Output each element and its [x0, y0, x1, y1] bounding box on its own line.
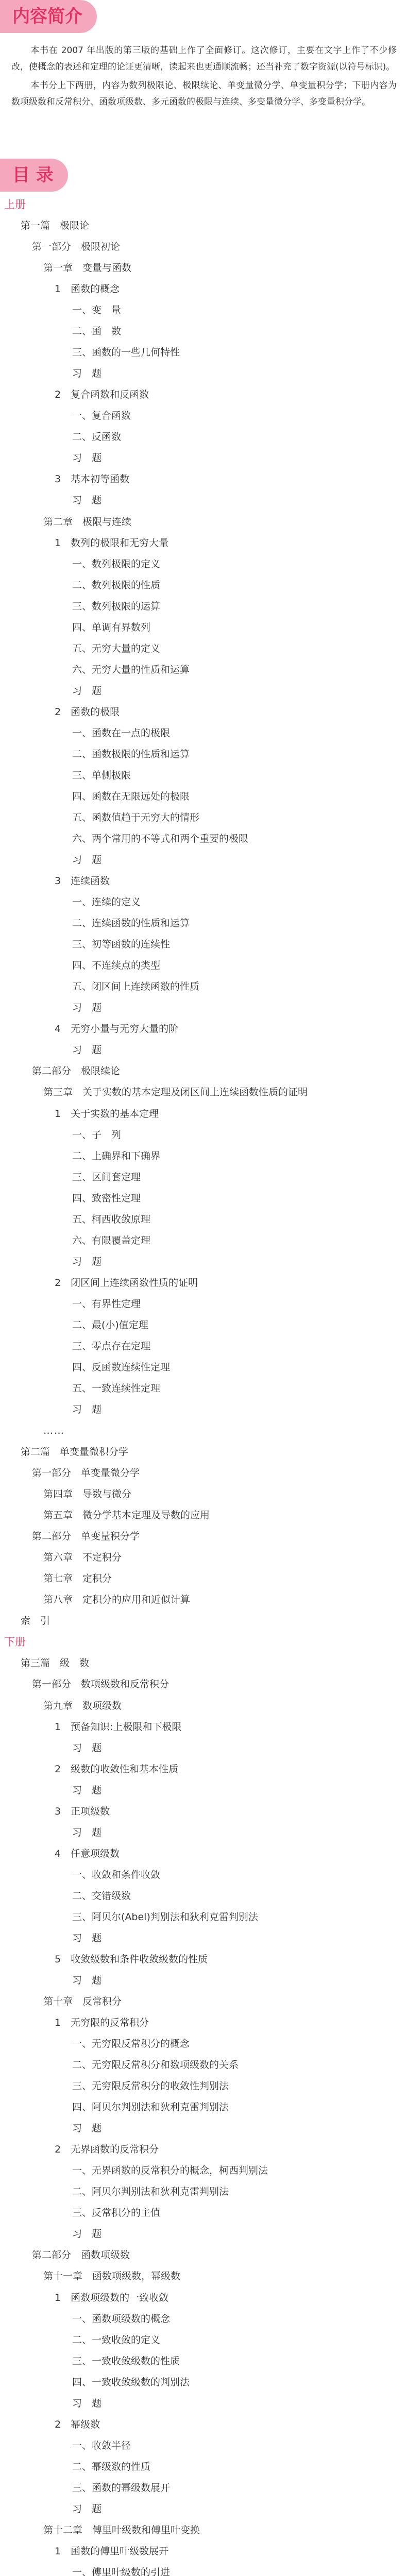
- toc-entry: 2 复合函数和反函数: [55, 389, 149, 400]
- toc-entry: 第十一章 函数项级数，幂级数: [43, 2270, 181, 2282]
- toc-entry: 习 题: [72, 495, 102, 506]
- toc-entry: 五、一致连续性定理: [72, 1383, 161, 1394]
- toc-entry: 三、函数的幂级数展开: [72, 2482, 171, 2494]
- toc-entry: 2 函数的极限: [55, 706, 120, 718]
- toc-entry: 2 幂级数: [55, 2419, 100, 2430]
- toc-entry: 第十章 反常积分: [43, 1996, 122, 2007]
- toc-entry: 四、阿贝尔判别法和狄利克雷判别法: [72, 2102, 229, 2113]
- toc-entry: 二、阿贝尔判别法和狄利克雷判别法: [72, 2186, 229, 2197]
- toc-entry: 五、函数值趋于无穷大的情形: [72, 812, 200, 823]
- toc-entry: 三、初等函数的连续性: [72, 939, 171, 950]
- toc-entry: 一、子 列: [72, 1129, 122, 1141]
- toc-entry: 第十二章 傅里叶级数和傅里叶变换: [43, 2524, 200, 2536]
- toc-entry: 1 无穷限的反常积分: [55, 2017, 149, 2028]
- toc-entry: 二、幂级数的性质: [72, 2461, 151, 2472]
- toc-entry: 第七章 定积分: [43, 1573, 112, 1584]
- toc-entry: 第六章 不定积分: [43, 1552, 122, 1563]
- toc-entry: 三、零点存在定理: [72, 1341, 151, 1352]
- toc-entry: 四、函数在无限远处的极限: [72, 791, 190, 802]
- toc-entry: 一、变 量: [72, 304, 122, 316]
- toc-entry: 习 题: [72, 1256, 102, 1267]
- toc-volume-label: 下册: [4, 1636, 26, 1648]
- toc-entry: 2 闭区间上连续函数性质的证明: [55, 1277, 198, 1289]
- toc-title: 目 录: [0, 159, 68, 192]
- toc-entry: 第一部分 数项级数和反常积分: [32, 1679, 169, 1690]
- toc-entry: 四、一致收敛级数的判别法: [72, 2377, 190, 2388]
- toc-volume-label: 上册: [4, 198, 26, 211]
- toc-entry: 第一章 变量与函数: [43, 262, 132, 274]
- toc-entry: 一、复合函数: [72, 410, 131, 421]
- toc-entry: 二、无穷限反常积分和数项级数的关系: [72, 2059, 239, 2071]
- toc-entry: 习 题: [72, 1002, 102, 1013]
- toc-entry: 习 题: [72, 2228, 102, 2240]
- toc-entry: 1 函数项级数的一致收敛: [55, 2292, 169, 2303]
- toc-entry: 二、交错级数: [72, 1890, 131, 1902]
- toc-entry: 二、一致收敛的定义: [72, 2334, 161, 2346]
- toc-entry: 四、致密性定理: [72, 1193, 141, 1204]
- toc-entry: 第四章 导数与微分: [43, 1488, 132, 1500]
- toc-entry: 五、柯西收敛原理: [72, 1214, 151, 1225]
- toc-entry: 第三章 关于实数的基本定理及闭区间上连续函数性质的证明: [43, 1087, 308, 1098]
- toc-entry: 1 数列的极限和无穷大量: [55, 537, 169, 549]
- toc-entry: 第三篇 级 数: [21, 1657, 90, 1669]
- toc-entry: 习 题: [72, 1975, 102, 1986]
- toc-entry: 三、数列极限的运算: [72, 601, 161, 612]
- toc-entry: 二、连续函数的性质和运算: [72, 918, 190, 929]
- toc-entry: 第一部分 极限初论: [32, 241, 121, 252]
- toc-entry: 索 引: [21, 1615, 50, 1626]
- toc-entry: 1 函数的概念: [55, 283, 120, 295]
- toc-entry: 习 题: [72, 854, 102, 866]
- toc-entry: 第八章 定积分的应用和近似计算: [43, 1594, 191, 1605]
- toc-entry: 5 收敛级数和条件收敛级数的性质: [55, 1954, 208, 1965]
- toc-entry: 六、无穷大量的性质和运算: [72, 664, 190, 675]
- toc-entry: 一、收敛半径: [72, 2440, 131, 2451]
- toc-entry: 一、收敛和条件收敛: [72, 1869, 161, 1880]
- toc-entry: 一、无界函数的反常积分的概念，柯西判别法: [72, 2165, 268, 2176]
- toc-entry: 习 题: [72, 1404, 102, 1415]
- toc-entry: 第二部分 单变量积分学: [32, 1531, 140, 1542]
- toc-entry: 3 基本初等函数: [55, 473, 130, 485]
- toc-entry: 习 题: [72, 1827, 102, 1838]
- toc-entry: 二、反函数: [72, 431, 122, 443]
- toc-entry: 习 题: [72, 1044, 102, 1056]
- toc-entry: 一、数列极限的定义: [72, 558, 161, 570]
- toc-entry: 一、有界性定理: [72, 1298, 141, 1310]
- toc-entry: 第二部分 函数项级数: [32, 2249, 130, 2261]
- toc-entry: 4 无穷小量与无穷大量的阶: [55, 1023, 179, 1035]
- toc-entry: 三、区间套定理: [72, 1172, 141, 1183]
- toc-entry: 习 题: [72, 1785, 102, 1796]
- toc-entry: 三、反常积分的主值: [72, 2207, 161, 2218]
- toc-entry: 三、一致收敛级数的性质: [72, 2355, 180, 2367]
- intro-paragraph-2: 本书分上下两册，内容为数列极限论、极限续论、单变量微分学、单变量积分学；下册内容为数项级数和反常积分、函数项级数、多元函数的极限与连续、多变量微分学、多变量积分学。: [11, 80, 397, 107]
- toc-entry: 习 题: [72, 1933, 102, 1944]
- toc-entry: 第九章 数项级数: [43, 1700, 122, 1711]
- intro-paragraph-1: 本书在 2007 年出版的第三版的基础上作了全面修订。这次修订，主要在文字上作了不少修改，使概念的表述和定理的论证更清晰，读起来也更通顺流畅；还当补充了数字资源(以符号标识)。: [11, 45, 397, 72]
- toc-entry: 二、数列极限的性质: [72, 580, 161, 591]
- toc-entry: 四、不连续点的类型: [72, 960, 161, 971]
- toc-entry: 三、阿贝尔(Abel)判别法和狄利克雷判别法: [72, 1911, 258, 1923]
- toc-entry: 2 无界函数的反常积分: [55, 2144, 159, 2155]
- toc-entry: 1 预备知识:上极限和下极限: [55, 1721, 182, 1733]
- toc-entry: 第五章 微分学基本定理及导数的应用: [43, 1510, 210, 1521]
- toc-ellipsis: ……: [43, 1425, 65, 1436]
- toc-entry: 六、两个常用的不等式和两个重要的极限: [72, 833, 249, 844]
- toc-entry: 2 级数的收敛性和基本性质: [55, 1764, 179, 1775]
- toc-entry: 第二篇 单变量微积分学: [21, 1446, 129, 1458]
- toc-entry: 第二部分 极限续论: [32, 1065, 121, 1077]
- toc-entry: 五、无穷大量的定义: [72, 643, 161, 654]
- toc-entry: 一、傅里叶级数的引进: [72, 2567, 171, 2576]
- toc-entry: 三、无穷限反常积分的收敛性判别法: [72, 2080, 229, 2092]
- toc-entry: 3 连续函数: [55, 875, 110, 887]
- toc-entry: 三、单侧极限: [72, 770, 131, 781]
- toc-entry: 习 题: [72, 452, 102, 464]
- toc-entry: 习 题: [72, 2398, 102, 2409]
- toc-entry: 第一篇 极限论: [21, 220, 90, 231]
- toc-entry: 第二章 极限与连续: [43, 516, 132, 528]
- toc-entry: 习 题: [72, 2123, 102, 2134]
- toc-entry: 习 题: [72, 685, 102, 697]
- toc-entry: 二、函数极限的性质和运算: [72, 749, 190, 760]
- toc-entry: 一、函数项级数的概念: [72, 2313, 171, 2325]
- toc-entry: 一、连续的定义: [72, 896, 141, 908]
- toc-entry: 二、最(小)值定理: [72, 1319, 148, 1331]
- toc-entry: 1 关于实数的基本定理: [55, 1108, 159, 1120]
- toc-entry: 二、函 数: [72, 326, 122, 337]
- toc-entry: 五、闭区间上连续函数的性质: [72, 981, 200, 992]
- toc-entry: 习 题: [72, 2503, 102, 2515]
- toc-entry: 第一部分 单变量微分学: [32, 1467, 140, 1479]
- toc-entry: 三、函数的一些几何特性: [72, 347, 180, 358]
- toc-entry: 四、单调有界数列: [72, 622, 151, 633]
- toc-entry: 一、无穷限反常积分的概念: [72, 2038, 190, 2049]
- toc-entry: 习 题: [72, 1742, 102, 1754]
- toc-entry: 四、反函数连续性定理: [72, 1362, 171, 1373]
- toc-entry: 习 题: [72, 368, 102, 379]
- toc-entry: 二、上确界和下确界: [72, 1150, 161, 1162]
- toc-entry: 一、函数在一点的极限: [72, 727, 171, 739]
- toc-entry: 4 任意项级数: [55, 1848, 120, 1859]
- toc-entry: 六、有限覆盖定理: [72, 1235, 151, 1246]
- intro-title: 内容简介: [0, 0, 97, 33]
- toc-entry: 1 函数的傅里叶级数展开: [55, 2546, 169, 2557]
- toc-entry: 3 正项级数: [55, 1806, 110, 1817]
